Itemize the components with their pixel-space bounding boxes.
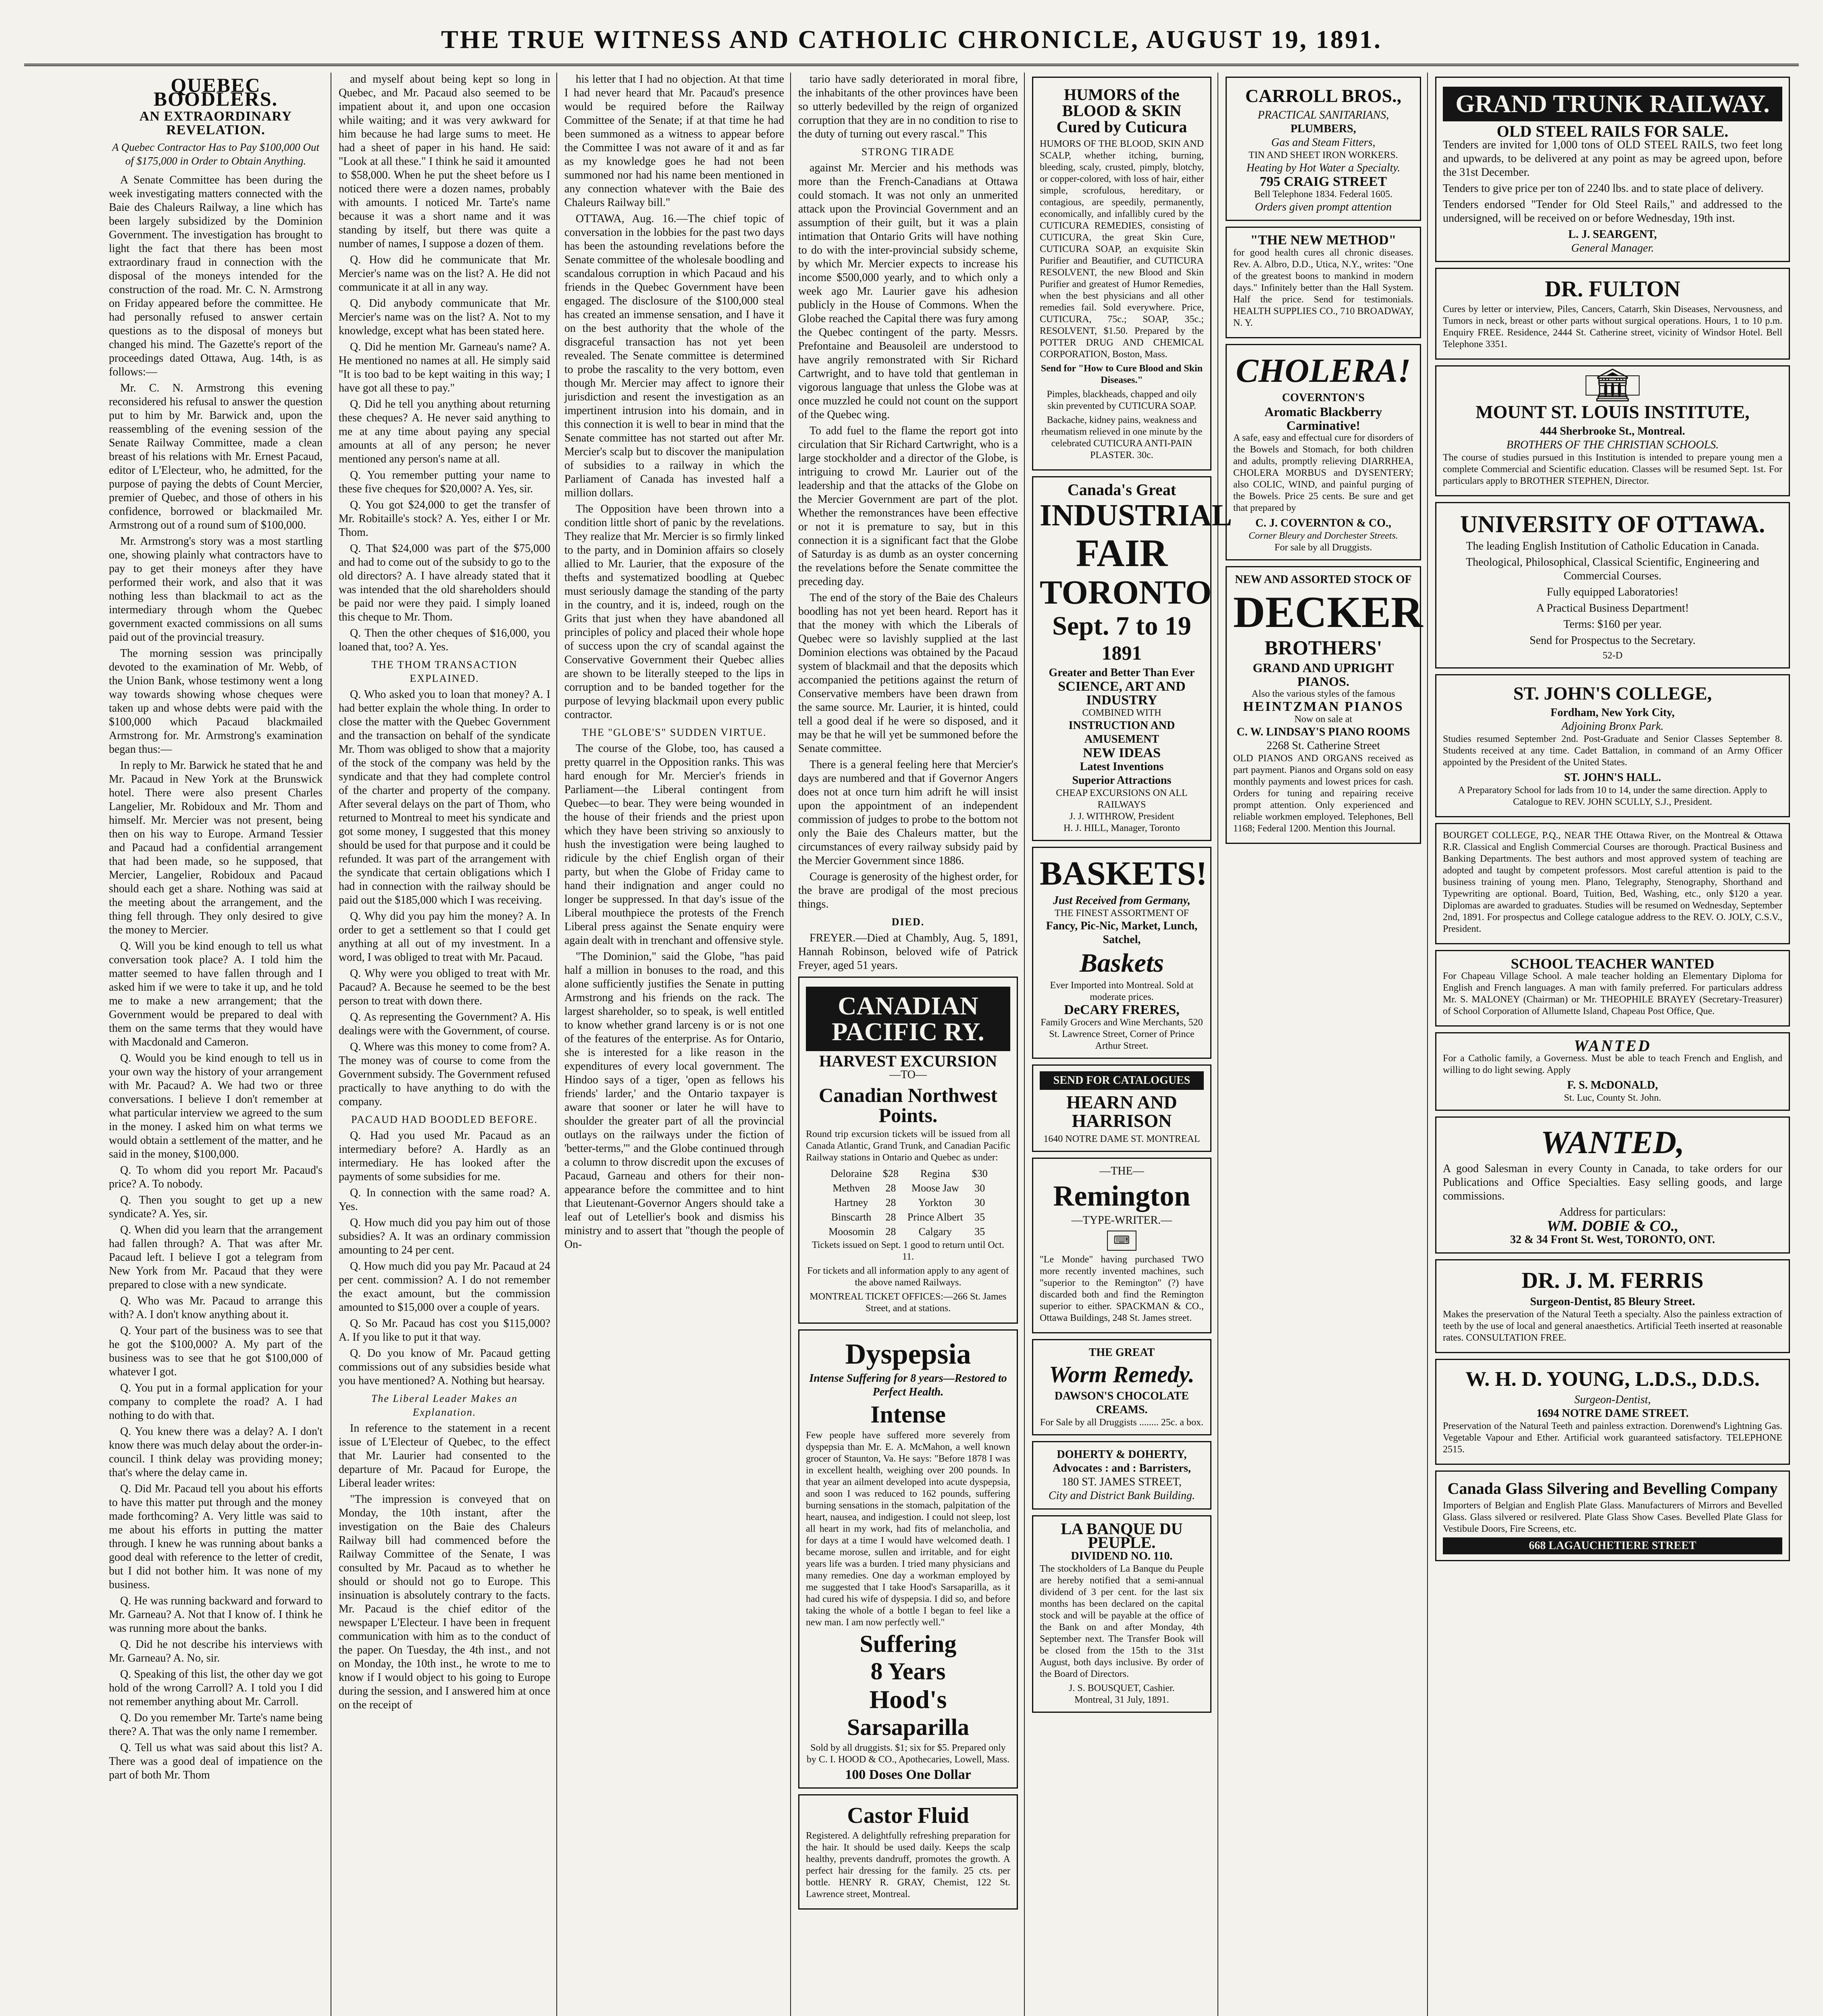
msl-title: MOUNT ST. LOUIS INSTITUTE, xyxy=(1475,402,1750,422)
fair-line: CHEAP EXCURSIONS ON ALL RAILWAYS xyxy=(1056,788,1188,810)
remington-sub: —TYPE-WRITER.— xyxy=(1071,1214,1172,1227)
sj-title: ST. JOHN'S COLLEGE, xyxy=(1513,683,1712,704)
governess-ad xyxy=(1435,1032,1790,1111)
st-johns-ad xyxy=(1435,674,1790,817)
dyspepsia-title: Dyspepsia xyxy=(845,1338,971,1370)
paragraph: Q. Speaking of this list, the other day we got hold of the wrong Carroll? A. I told you I did not remember anything about Mr. Carroll. xyxy=(109,1668,323,1708)
typewriter-icon: ⌨ xyxy=(1107,1231,1136,1251)
paragraph: OTTAWA, Aug. 16.—The chief topic of conversation in the lobbies for the past two days has been the astounding revelations before the Senate committee of the wholesale boodling and scandalous corruption in which Pacaud and his friends in the Quebec Government have been engaged. The disclosure of the $100,000 steal has created an immense sensation, and I have it on the best authority that the whole of the disgraceful transaction has not yet been revealed. The Senate committee is determined to probe the rascality to the very bottom, even though Mr. Mercier may affect to ignore their jurisdiction and resent the investigation as an impertinent intrusion into his domain, and in this connection it is well to bear in mind that the Senate committee has not started out after Mr. Mercier's scalp but to discover the manipulation of subsidies to a railway in which the Parliament of Canada has invested half a million dollars. xyxy=(564,212,784,499)
cpr-to: —TO— xyxy=(889,1068,927,1081)
paragraph: A Senate Committee has been during the week investigating matters connected with the Baie des Chaleurs Railway, a line which has been largely subsidized by the Dominion Government. The investigation has brought to light the fact that there has been most extraordinary fraud in connection with the disposal of the moneys intended for the construction of the road. Mr. C. N. Armstrong on Friday appeared before the committee. He had personally refused to answer certain questions as to the disposal of moneys but changed his mind. The Gazette's report of the proceedings dated Ottawa, Aug. 14th, is as follows:— xyxy=(109,174,323,378)
baskets-line: Ever Imported into Montreal. Sold at moderate prices. xyxy=(1050,980,1194,1002)
masthead: THE TRUE WITNESS AND CATHOLIC CHRONICLE, AUGUST 19, 1891. xyxy=(24,11,1799,66)
decker-ad xyxy=(1226,566,1421,844)
carroll-line: Heating by Hot Water a Specialty. xyxy=(1246,162,1401,174)
paragraph: Q. Your part of the business was to see that he got the $100,000? A. My part of the business was to see that he got $100,000 of whatever I got. xyxy=(109,1325,323,1378)
paragraph: Q. Will you be kind enough to tell us what conversation took place? A. I told him the matter seemed to have fallen through and I asked him if we were to take it up, and he told me to make a new arrangement; that the Government would be prepared to deal with them on the same terms that they would have with Macdonald and Cameron. xyxy=(109,940,323,1048)
mount-st-louis-ad xyxy=(1435,365,1790,496)
ferris-ad xyxy=(1435,1259,1790,1353)
doherty-line: 180 ST. JAMES STREET, xyxy=(1062,1476,1182,1488)
table-cell: Prince Albert xyxy=(907,1211,963,1223)
cpr-tail-2: For tickets and all information apply to any agent of the above named Railways. xyxy=(807,1266,1009,1288)
table-cell: Methven xyxy=(832,1182,870,1194)
paragraph: Q. How did he communicate that Mr. Mercier's name was on the list? A. He did not communicate it at all in any way. xyxy=(339,254,550,294)
gt-text: Tenders to give price per ton of 2240 lbs. and to state place of delivery. xyxy=(1443,182,1764,195)
table-cell: 35 xyxy=(974,1211,985,1223)
hh-line: SEND FOR CATALOGUES xyxy=(1040,1071,1204,1090)
paragraph: Q. Where was this money to come from? A. The money was of course to come from the Government subsidy. The Government refused practically to have anything to do with the company. xyxy=(339,1041,550,1108)
carroll-line: TIN AND SHEET IRON WORKERS. xyxy=(1249,150,1398,160)
doherty-line: DOHERTY & DOHERTY, xyxy=(1057,1448,1187,1461)
fair-line: NEW IDEAS xyxy=(1082,746,1161,760)
cuticura-text: HUMORS OF THE BLOOD, SKIN AND SCALP, whether itching, burning, bleeding, scaly, crusted, pimply, blotchy, or copper-colored, with loss of hair, either simple, scrofulous, hereditary, or contagious, are speedily, permanently, economically, and infallibly cured by the CUTICURA REMEDIES, consisting of CUTICURA, the great Skin Cure, CUTICURA SOAP, an exquisite Skin Purifier and Beautifier, and CUTICURA RESOLVENT, the new Blood and Skin Purifier and greatest of Humor Remedies, when the best physicians and all other remedies fail. Sold everywhere. Price, CUTICURA, 75c.; SOAP, 35c.; RESOLVENT, $1.50. Prepared by the POTTER DRUG AND CHEMICAL CORPORATION, Boston, Mass. xyxy=(1040,139,1204,360)
decker-line: Also the various styles of the famous xyxy=(1251,689,1395,699)
column-rule xyxy=(1427,73,1428,2016)
paragraph: against Mr. Mercier and his methods was more than the French-Canadians at Ottawa could stomach. It was not only an unmerited attack upon the Provincial Government and an assumption of their guilt, but it was a plain intimation that Ontario Grits will have nothing to do with the inter-provincial subsidy scheme, by which Mr. Mercier expects to increase his income $500,000 yearly, and to which only a week ago Mr. Laurier gave his adhesion publicly in the House of Commons. When the Globe reached the Capital there was fury among the Quebec contingent of the party. Messrs. Prefontaine and Beausoleil are understood to have angrily remonstrated with Sir Richard Cartwright, and to have told that gentleman in vigorous language that unless the Globe was at once muzzled he could not count on the support of the Quebec wing. xyxy=(798,162,1018,421)
column-5 xyxy=(1032,73,1232,2016)
paragraph: Mr. C. N. Armstrong this evening reconsidered his refusal to answer the question put to him by Mr. Barwick and, upon the reassembling of the evening session of the Senate Railway Committee, made a clean breast of his relations with Mr. Ernest Pacaud, editor of L'Electeur, who, he admitted, for the purpose of paying the debts of Count Mercier, premier of Quebec, and those of others in his confidence, borrowed or blackmailed Mr. Armstrong out of a round sum of $100,000. xyxy=(109,382,323,531)
paragraph: Q. In connection with the same road? A. Yes. xyxy=(339,1187,550,1213)
fair-line: SCIENCE, ART AND INDUSTRY xyxy=(1058,679,1186,708)
paragraph: The morning session was principally devoted to the examination of Mr. Webb, of the Union Bank, whose testimony went a long way towards showing whose cheques were taken up and whose debts were paid with the $100,000 which Pacaud blackmailed Armstrong for. Mr. Armstrong's examination began thus:— xyxy=(109,647,323,756)
paragraph: Q. Did anybody communicate that Mr. Mercier's name was on the list? A. Not to my knowledge, except what has been stated here. xyxy=(339,297,550,337)
table-cell: Calgary xyxy=(918,1226,952,1237)
decker-line: Now on sale at xyxy=(1294,714,1353,725)
paragraph: Q. When did you learn that the arrangement had fallen through? A. That was after Mr. Pacaud left. I believe I got a telegram from New York from Mr. Pacaud that they were prepared to close with a new syndicate. xyxy=(109,1224,323,1291)
uo-line: Send for Prospectus to the Secretary. xyxy=(1530,634,1696,647)
section-subhead: The Liberal Leader Makes an Explanation. xyxy=(371,1393,518,1418)
cuticura-bullet: Pimples, blackheads, chapped and oily skin prevented by CUTICURA SOAP. xyxy=(1047,389,1197,411)
teacher-ad xyxy=(1435,950,1790,1027)
cpr-destination: Canadian Northwest Points. xyxy=(818,1084,998,1127)
died-notice: FREYER.—Died at Chambly, Aug. 5, 1891, Hannah Robinson, beloved wife of Patrick Freyer, aged 51 years. xyxy=(798,932,1018,972)
method-text: for good health cures all chronic diseases. Rev. A. Albro, D.D., Utica, N.Y., writes: "One of the greatest boons to mankind in modern days." Infinitely better than the Hall System. Half the price. Send for testimonials. HEALTH SUPPLIES CO., 710 BROADWAY, N. Y. xyxy=(1233,248,1413,328)
carroll-address: 795 CRAIG STREET xyxy=(1259,174,1387,189)
teacher-text: For Chapeau Village School. A male teacher holding an Elementary Diploma for English and French languages. A man with family preferred. For particulars address Mr. S. MALONEY (Chairman) or Mr. THEOPHILE BRAYEY (Secretary-Treasurer) of School Corporation of Allumette Island, Chapeau Post Office, Que. xyxy=(1443,971,1782,1016)
paragraph: Courage is generosity of the highest order, for the brave are prodigal of the most precious things. xyxy=(798,871,1018,910)
remington-text: "Le Monde" having purchased TWO more recently invented machines, such "superior to the Remington" (?) have discarded both and find the Remington superior to either. SPACKMAN & CO., Ottawa Buildings, 248 St. James street. xyxy=(1040,1254,1204,1323)
decker-line: 2268 St. Catherine Street xyxy=(1266,739,1380,752)
ferris-title: DR. J. M. FERRIS xyxy=(1521,1268,1704,1293)
paragraph: Q. Why were you obliged to treat with Mr. Pacaud? A. Because he seemed to be the best person to treat with down there. xyxy=(339,967,550,1007)
sj-line: Fordham, New York City, xyxy=(1550,706,1675,719)
paragraph: "The Dominion," said the Globe, "has paid half a million in bonuses to the road, and this alone sufficiently justifies the Senate in putting Armstrong and his friends on the rack. The largest shareholder, so to speak, is well entitled to know whether grand larceny is or is not one of the features of the enterprise. As for Ontario, she is interested for a like reason in the expenditures of every local government. The Hindoo says of a tiger, 'open as fellows his friends' larder,' and the Ontario taxpayer is aware that sooner or later he will have to shoulder the greater part of all the provincial outlays on the railways under the fiction of 'better-terms,'" and the Globe continued through a column to throw discredit upon the excuses of Pacaud, Garneau and others for their non-appearance before the committee and to hint that Lieutenant-Governor Angers should take a leaf out of Letellier's book and dismiss his ministry and to assert that "though the people of On- xyxy=(564,950,784,1251)
sj-text: Studies resumed September 2nd. Post-Graduate and Senior Classes September 8. Students received at any time. Cadet Battalion, in command of an Army Officer appointed by the President of the United States. xyxy=(1443,734,1782,768)
table-row xyxy=(824,1196,992,1210)
baskets-address: Family Grocers and Wine Merchants, 520 St. Lawrence Street, Corner of Prince Arthur Street. xyxy=(1041,1017,1203,1051)
paragraph: Q. Did he tell you anything about returning these cheques? A. He never said anything to me at any time about paying any special amounts at all of any person; he never mentioned any person's name at all. xyxy=(339,398,550,465)
paragraph: Q. He was running backward and forward to Mr. Garneau? A. Not that I know of. I think he was running more about the banks. xyxy=(109,1595,323,1635)
baskets-line: Just Received from Germany, xyxy=(1053,894,1191,907)
cpr-text: Round trip excursion tickets will be issued from all Canada Atlantic, Grand Trunk, and Canadian Pacific Railway stations in Ontario and Quebec as under: xyxy=(806,1129,1010,1163)
table-cell: Hartney xyxy=(834,1197,868,1208)
decker-line: HEINTZMAN PIANOS xyxy=(1243,699,1404,714)
paragraph: There is a general feeling here that Mercier's days are numbered and that if Governor Angers does not at once turn him adrift he will insist upon the appointment of an independent commission of judges to probe to the bottom not only the Baie des Chaleurs matter, but the circumstances of every railway subsidy paid by the Mercier Government since 1886. xyxy=(798,758,1018,867)
hoods-ad xyxy=(798,1329,1018,1789)
wanted2-address: 32 & 34 Front St. West, TORONTO, ONT. xyxy=(1510,1233,1715,1246)
section-subhead: STRONG TIRADE xyxy=(861,146,955,158)
castor-title: Castor Fluid xyxy=(847,1803,969,1828)
fulton-text: Cures by letter or interview, Piles, Cancers, Catarrh, Skin Diseases, Nervousness, and Tumors in neck, breast or other parts without surgical operations. Hours, 1 to 10 p.m. Enquiry FREE. Residence, 2444 St. Catherine street, vicinity of Windsor Hotel. Bell Telephone 3351. xyxy=(1443,304,1782,350)
uo-code: 52-D xyxy=(1602,650,1623,661)
carroll-ad xyxy=(1226,77,1421,221)
fulton-ad xyxy=(1435,268,1790,360)
doherty-ad xyxy=(1032,1441,1211,1510)
paragraph: Q. Then you sought to get up a new syndicate? A. Yes, sir. xyxy=(109,1194,323,1220)
carroll-line: Orders given prompt attention xyxy=(1255,201,1392,213)
dyspepsia-deck: Intense Suffering for 8 years—Restored to Perfect Health. xyxy=(809,1372,1007,1398)
wanted2-company: WM. DOBIE & CO., xyxy=(1546,1218,1679,1235)
wanted-name: F. S. McDONALD, xyxy=(1567,1079,1658,1091)
gt-signatory-title: General Manager. xyxy=(1571,242,1654,254)
uo-line: A Practical Business Department! xyxy=(1536,602,1689,614)
cholera-line: Corner Bleury and Dorchester Streets. xyxy=(1249,531,1398,541)
article-headline: QUEBEC BOODLERS. xyxy=(153,74,278,110)
glass-text: Importers of Belgian and English Plate Glass. Manufacturers of Mirrors and Bevelled Glass. Glass silvered or resilvered. Plate Glass Show Cases. Bevelled Plate Glass for Vestibule Doors, Fire Screens, etc. xyxy=(1443,1500,1782,1534)
paragraph: Q. Then the other cheques of $16,000, you loaned that, too? A. Yes. xyxy=(339,627,550,653)
ferris-text: Makes the preservation of the Natural Teeth a specialty. Also the painless extraction of teeth by the use of local and general anaesthetics. Artificial Teeth inserted at reasonable rates. CONSULTATION FREE. xyxy=(1443,1309,1782,1343)
section-subhead: THE THOM TRANSACTION EXPLAINED. xyxy=(371,659,518,684)
paragraph: and myself about being kept so long in Quebec, and Mr. Pacaud also seemed to be impatient about it, and upon one occasion while waiting; and it was very awkward for him because he had large sums to meet. He had a sheet of paper in his hand. He said: "Look at all these." I think he said it amounted to $58,000. When he put the sheet before us I noticed there were a dozen names, probably with amounts. I noticed Mr. Tarte's name because it was a short name and it was standing by itself, but there was quite a number of names, I suppose a dozen of them. xyxy=(339,73,550,250)
article-subhead: AN EXTRAORDINARY REVELATION. xyxy=(139,109,292,137)
table-cell: 28 xyxy=(885,1182,896,1194)
carroll-title: CARROLL BROS., xyxy=(1245,85,1402,106)
decker-line: GRAND AND UPRIGHT PIANOS. xyxy=(1253,660,1394,689)
hearn-harrison-ad xyxy=(1032,1064,1211,1152)
table-cell: 28 xyxy=(885,1197,896,1208)
paragraph: Q. Did Mr. Pacaud tell you about his efforts to have this matter put through and the money made forthcoming? A. Very little was said to me about his efforts in putting the matter through. I knew he was running about banks a good deal with reference to the letter of credit, but I did not bother him. It was none of my business. xyxy=(109,1483,323,1591)
carroll-phones: Bell Telephone 1834. Federal 1605. xyxy=(1254,189,1393,200)
column-3 xyxy=(564,73,784,2016)
paragraph: The Opposition have been thrown into a condition little short of panic by the revelations. They realize that Mr. Mercier is so firmly linked to the party, and in Dominion affairs so closely allied to Mr. Laurier, that the exposure of the thefts and systematized boodling at Quebec must seriously damage the standing of the party in the country, and it is, indeed, rough on the Grits that just when they have abandoned all principles of policy and placed their whole hope of success upon the cry of scandal against the Conservative Government their Quebec allies are shown to be literally steeped to the lips in corruption and to be banded together for the purpose of levying blackmail upon every public contractor. xyxy=(564,503,784,721)
column-rule xyxy=(1217,73,1218,2016)
young-line: Surgeon-Dentist, xyxy=(1574,1393,1651,1406)
column-1 xyxy=(109,73,323,2016)
banque-title: LA BANQUE DU PEUPLE. xyxy=(1061,1520,1183,1552)
glass-ad xyxy=(1435,1470,1790,1561)
table-cell: $28 xyxy=(882,1168,899,1179)
cpr-office: MONTREAL TICKET OFFICES:—266 St. James Street, and at stations. xyxy=(810,1291,1007,1314)
column-rule xyxy=(556,73,557,2016)
gt-subtitle: OLD STEEL RAILS FOR SALE. xyxy=(1496,122,1729,140)
uo-line: Theological, Philosophical, Classical Scientific, Engineering and Commercial Courses. xyxy=(1466,556,1759,582)
hoods-sold: Sold by all druggists. $1; six for $5. Prepared only by C. I. HOOD & CO., Apothecaries, Lowell, Mass. xyxy=(806,1743,1010,1765)
decker-line: C. W. LINDSAY'S PIANO ROOMS xyxy=(1236,726,1410,738)
fair-line: Latest Inventions xyxy=(1080,760,1164,773)
cpr-ad xyxy=(798,977,1018,1324)
column-rule xyxy=(790,73,791,2016)
cpr-tail: Tickets issued on Sept. 1 good to return until Oct. 11. xyxy=(812,1240,1005,1262)
cuticura-title: HUMORS of the BLOOD & SKIN Cured by Cuticura xyxy=(1056,85,1187,136)
hh-address: 1640 NOTRE DAME ST. MONTREAL xyxy=(1043,1134,1200,1144)
wanted-address: St. Luc, County St. John. xyxy=(1564,1093,1661,1103)
wanted-title: WANTED xyxy=(1573,1037,1652,1055)
decker-line: BROTHERS' xyxy=(1264,636,1382,659)
wanted-text: For a Catholic family, a Governess. Must be able to teach French and English, and willing to do light sewing. Apply xyxy=(1443,1053,1782,1075)
baskets-big: Baskets xyxy=(1079,948,1164,978)
paragraph: Q. Do you remember Mr. Tarte's name being there? A. That was the only name I remember. xyxy=(109,1712,323,1738)
doherty-line: City and District Bank Building. xyxy=(1048,1489,1195,1502)
fulton-title: DR. FULTON xyxy=(1544,277,1681,302)
young-address: 1694 NOTRE DAME STREET. xyxy=(1536,1407,1689,1420)
paragraph: Q. You got $24,000 to get the transfer of Mr. Robitaille's stock? A. Yes, either I or Mr. Thom. xyxy=(339,499,550,539)
paragraph: Q. Who asked you to loan that money? A. I had better explain the whole thing. In order to close the matter with the Quebec Government and the transaction on behalf of the syndicate Mr. Thom was obliged to show that a majority of the stock of the company was held by the syndicate and that they had complete control of the charter and property of the company. After several delays on the part of Thom, who returned to Montreal to meet his syndicate and got some money, I suggested that this money should be used for that purpose and it could be refunded. It was part of the arrangement with the syndicate that certain obligations which I had in connection with the railway should be paid out the $185,000 which I was receiving. xyxy=(339,688,550,906)
building-icon: 🏛 xyxy=(1586,375,1640,396)
wanted2-text: A good Salesman in every County in Canada, to take orders for our Publications and Office Specialties. Easy selling goods, and large commissions. xyxy=(1443,1162,1782,1202)
ottawa-ad xyxy=(1435,502,1790,669)
fair-word-toronto: TORONTO xyxy=(1040,574,1212,611)
hoods-name: Hood's xyxy=(869,1685,947,1714)
section-subhead: THE "GLOBE'S" SUDDEN VIRTUE. xyxy=(582,727,767,738)
gt-text: Tenders endorsed "Tender for Old Steel Rails," and addressed to the undersigned, will be received on or before Wednesday, 19th inst. xyxy=(1443,198,1782,225)
fair-line: Greater and Better Than Ever xyxy=(1049,666,1195,679)
msl-address: 444 Sherbrooke St., Montreal. xyxy=(1540,425,1685,437)
worm-title: Worm Remedy. xyxy=(1049,1361,1195,1387)
baskets-title: BASKETS! xyxy=(1040,855,1207,892)
cholera-line: Aromatic Blackberry Carminative! xyxy=(1264,404,1382,433)
article-deck: A Quebec Contractor Has to Pay $100,000 Out of $175,000 in Order to Obtain Anything. xyxy=(112,141,319,167)
bourget-text: BOURGET COLLEGE, P.Q., NEAR THE Ottawa River, on the Montreal & Ottawa R.R. Classical and English Commercial Courses are thorough. Practical Business and Banking Departments. The best authors and most approved system of teaching are adopted and taught by competent professors. Most careful attention is paid to the business training of young men. Plano, Telegraphy, Stenography, Shorthand and Typewriting are optional. Board, Tuition, Bed, Washing, etc., only $120 a year. Diplomas are awarded to graduates. Studies will be resumed on Wednesday, September 2nd, 1891. For prospectus and College catalogue address to the REV. O. JOLY, C.S.V., President. xyxy=(1443,830,1782,934)
column-7 xyxy=(1435,73,1790,2016)
fair-word-fair: FAIR xyxy=(1076,531,1168,575)
paragraph: Mr. Armstrong's story was a most startling one, showing plainly what contractors have to pay to get their moneys after they have performed their work, and also that it was nothing less than blackmail to act as the intermediary through whom the Quebec government exacted commissions on all sums paid out of the provincial treasury. xyxy=(109,535,323,644)
baskets-ad xyxy=(1032,847,1211,1059)
paragraph: Q. So Mr. Pacaud has cost you $115,000? A. If you like to put it that way. xyxy=(339,1317,550,1343)
wanted2-line: Address for particulars: xyxy=(1559,1206,1666,1218)
table-cell: 30 xyxy=(974,1197,985,1208)
cholera-ad xyxy=(1226,344,1421,560)
baskets-kinds: Fancy, Pic-Nic, Market, Lunch, Satchel, xyxy=(1046,920,1198,946)
banque-dividend: DIVIDEND NO. 110. xyxy=(1071,1550,1173,1562)
table-row xyxy=(824,1167,992,1181)
paragraph: Q. Did he not describe his interviews with Mr. Garneau? A. No, sir. xyxy=(109,1638,323,1664)
column-rule xyxy=(1024,73,1025,2016)
table-cell: 30 xyxy=(974,1182,985,1194)
paragraph: Q. You put in a formal application for your company to complete the road? A. I had nothing to do with that. xyxy=(109,1382,323,1422)
banque-text: The stockholders of La Banque du Peuple are hereby notified that a semi-annual dividend of 3 per cent. for the last six months has been declared on the capital stock and will be payable at the office of the Bank on and after Monday, 4th September next. The Transfer Book will be closed from the 15th to the 31st August, both days inclusive. By order of the Board of Directors. xyxy=(1040,1564,1204,1679)
table-cell: Regina xyxy=(920,1168,950,1179)
hh-name: HEARN AND HARRISON xyxy=(1066,1092,1177,1131)
paragraph: Q. That $24,000 was part of the $75,000 and had to come out of the subsidy to go to the old directors? A. I have already stated that it was intended that the old shareholders should be paid nor were they paid. I simply loaned this cheque to Mr. Thom. xyxy=(339,542,550,623)
uo-title: UNIVERSITY OF OTTAWA. xyxy=(1460,511,1765,537)
paragraph: Q. Had you used Mr. Pacaud as an intermediary before? A. Hardly as an intermediary. He has looked after the payments of some subsidies for me. xyxy=(339,1129,550,1183)
banque-ad xyxy=(1032,1515,1211,1713)
fair-dates: Sept. 7 to 19 xyxy=(1052,611,1191,641)
cuticura-tail: Send for "How to Cure Blood and Skin Diseases." xyxy=(1041,363,1203,385)
table-cell: Moosomin xyxy=(828,1226,874,1237)
worm-line: For Sale by all Druggists ........ 25c. a box. xyxy=(1040,1417,1204,1428)
paragraph: Q. You knew there was a delay? A. I don't know there was much delay about the order-in-council. I think delay was providing money; that's where the delay came in. xyxy=(109,1425,323,1479)
baskets-merchant: DeCARY FRERES, xyxy=(1064,1002,1180,1017)
carroll-line: PRACTICAL SANITARIANS, xyxy=(1257,109,1389,121)
paragraph: "The impression is conveyed that on Monday, the 10th instant, after the investigation on the Baie des Chaleurs Railway bill had commenced before the Railway Committee of the Senate, I was consulted by Mr. Pacaud as to whether he should or should not go to Europe. This insinuation is absolutely contrary to the facts. Mr. Pacaud is the chief editor of the newspaper L'Electeur. I have been in frequent communication with him as to the conduct of the paper. On Tuesday, the 4th inst., and not on Monday, the 10th inst., he wrote to me to know if I would object to his going to Europe during the session, and I answered him at once on the receipt of xyxy=(339,1493,550,1711)
msl-text: The course of studies pursued in this Institution is intended to prepare young men a complete Commercial and Scientific education. Classes will be resumed Sept. 1st. For particulars apply to BROTHER STEPHEN, Director. xyxy=(1443,452,1782,486)
paragraph: Q. To whom did you report Mr. Pacaud's price? A. To nobody. xyxy=(109,1164,323,1190)
paragraph: Q. Would you be kind enough to tell us in your own way the history of your arrangement with Mr. Pacaud? A. We had two or three conversations. I believe I don't remember at what particular interview we agreed to the sum in the money. I asked him on what terms we would obtain a settlement of the matter, and he said in the money, $100,000. xyxy=(109,1052,323,1160)
fair-year: 1891 xyxy=(1101,641,1142,664)
bourget-ad xyxy=(1435,823,1790,944)
paragraph: The course of the Globe, too, has caused a pretty quarrel in the Opposition ranks. This was hard enough for Mr. Mercier's friends in Parliament—the Liberal contingent from Quebec—to bear. They were being wounded in the house of their friends and the priest upon which they have been striving so anxiously to hush the investigation were being laughed to ridicule by the chief English organ of their party, but when the Globe of Friday came to hand their indignation and anger could no longer be suppressed. In that day's issue of the Liberal mouthpiece the protests of the French Liberal press against the Senate enquiry were again dealt with in trenchant and offensive style. xyxy=(564,742,784,947)
died-heading: DIED. xyxy=(891,916,925,928)
paragraph: Q. How much did you pay Mr. Pacaud at 24 per cent. commission? A. I do not remember the exact amount, but the commission amounted to $15,000 over a couple of years. xyxy=(339,1260,550,1314)
cuticura-bullet: Backache, kidney pains, weakness and rheumatism relieved in one minute by the celebrated CUTICURA ANTI-PAIN PLASTER. 30c. xyxy=(1041,415,1203,460)
decker-title: DECKER xyxy=(1233,587,1423,637)
ferris-line: Surgeon-Dentist, 85 Bleury Street. xyxy=(1530,1295,1695,1308)
carroll-line: Gas and Steam Fitters, xyxy=(1271,136,1376,149)
cholera-title: CHOLERA! xyxy=(1236,352,1411,389)
worm-line: DAWSON'S CHOCOLATE CREAMS. xyxy=(1054,1390,1189,1416)
ad-word-years: 8 Years xyxy=(870,1658,946,1685)
paragraph: The end of the story of the Baie des Chaleurs boodling has not yet been heard. Report has it that the money with which the Liberals of Quebec were so lavishly supplied at the last Dominion elections was obtained by the Pacaud system of blackmail and that the deposits which accompanied the petitions against the return of Conservative members have been drawn from the same source. Mr. Laurier, it is hinted, could tell a good deal if he were so disposed, and it may be that he will yet be summoned before the Senate committee. xyxy=(798,591,1018,755)
cholera-line: C. J. COVERNTON & CO., xyxy=(1255,517,1392,529)
column-4 xyxy=(798,73,1018,2016)
cpr-logo: CANADIAN PACIFIC RY. xyxy=(806,987,1010,1051)
worm-ad xyxy=(1032,1339,1211,1435)
table-cell: $30 xyxy=(972,1168,988,1179)
fair-word-industrial: INDUSTRIAL xyxy=(1040,498,1232,532)
cholera-line: COVERNTON'S xyxy=(1282,392,1365,404)
section-subhead: PACAUD HAD BOODLED BEFORE. xyxy=(351,1114,538,1125)
remington-title: Remington xyxy=(1053,1180,1190,1212)
fair-president: J. J. WITHROW, President xyxy=(1069,811,1174,822)
castor-ad xyxy=(798,1794,1018,1910)
fair-line: INSTRUCTION AND AMUSEMENT xyxy=(1068,719,1175,746)
cholera-line: For sale by all Druggists. xyxy=(1274,542,1372,553)
column-6 xyxy=(1226,73,1421,2016)
salesman-ad xyxy=(1435,1116,1790,1254)
new-method-ad xyxy=(1226,227,1421,338)
paragraph: Q. Why did you pay him the money? A. In order to get a settlement so that I could get anything at all out of my investment. In a word, I was obliged to treat with Mr. Pacaud. xyxy=(339,910,550,964)
grand-trunk-ad xyxy=(1435,77,1790,262)
fair-line: Superior Attractions xyxy=(1072,774,1172,787)
ad-word-suffering: Suffering xyxy=(859,1631,957,1657)
banque-date: Montreal, 31 July, 1891. xyxy=(1074,1695,1169,1705)
young-ad xyxy=(1435,1359,1790,1465)
sj-hall-text: A Preparatory School for lads from 10 to 14, under the same direction. Apply to Catalogue to REV. JOHN SCULLY, S.J., President. xyxy=(1458,785,1767,807)
hoods-doses: 100 Doses One Dollar xyxy=(845,1767,971,1782)
table-row xyxy=(824,1210,992,1224)
baskets-line: THE FINEST ASSORTMENT OF xyxy=(1054,908,1189,918)
paragraph: tario have sadly deteriorated in moral fibre, the inhabitants of the other provinces have been so utterly bedevilled by the reign of organized corruption that they are in no condition to rise to the duty of turning out every rascal." This xyxy=(798,73,1018,140)
glass-title: Canada Glass Silvering and Bevelling Company xyxy=(1447,1479,1778,1497)
uo-line: Terms: $160 per year. xyxy=(1563,618,1662,631)
fair-manager: H. J. HILL, Manager, Toronto xyxy=(1063,823,1180,833)
remington-pre: —THE— xyxy=(1099,1165,1144,1177)
paragraph: Q. Tell us what was said about this list? A. There was a good deal of impatience on the part of both Mr. Thom xyxy=(109,1741,323,1781)
glass-address: 668 LAGAUCHETIERE STREET xyxy=(1443,1537,1782,1554)
table-cell: Binscarth xyxy=(831,1211,872,1223)
uo-line: The leading English Institution of Catholic Education in Canada. xyxy=(1466,540,1759,552)
table-row xyxy=(824,1181,992,1195)
table-cell: 28 xyxy=(885,1226,896,1237)
paragraph: Q. How much did you pay him out of those subsidies? A. It was an ordinary commission amounting to 24 per cent. xyxy=(339,1216,550,1256)
table-cell: Deloraine xyxy=(830,1168,872,1179)
paragraph: Q. Did he mention Mr. Garneau's name? A. He mentioned no names at all. He simply said "It is too bad to be kept waiting in this way; I have got all these to pay." xyxy=(339,341,550,394)
wanted2-title: WANTED, xyxy=(1540,1125,1685,1160)
msl-line: BROTHERS OF THE CHRISTIAN SCHOOLS. xyxy=(1506,439,1719,451)
cholera-text: A safe, easy and effectual cure for disorders of the Bowels and Stomach, for both children and adults, promptly relieving DIARRHEA, CHOLERA MORBUS and DYSENTERY; also COLIC, WIND, and painful purging of the Bowels. Price 25 cents. Be sure and get that prepared by xyxy=(1233,433,1413,513)
hoods-name-2: Sarsaparilla xyxy=(847,1714,969,1740)
castor-text: Registered. A delightfully refreshing preparation for the hair. It should be used daily. Keeps the scalp healthy, prevents dandruff, promotes the growth. A perfect hair dressing for the family. 25 cts. per bottle. HENRY R. GRAY, Chemist, 122 St. Lawrence street, Montreal. xyxy=(806,1831,1010,1899)
doherty-line: Advocates : and : Barristers, xyxy=(1053,1462,1191,1475)
paragraph: Q. As representing the Government? A. His dealings were with the Government, of course. xyxy=(339,1011,550,1037)
table-cell: 28 xyxy=(885,1211,896,1223)
fares-table xyxy=(824,1166,993,1239)
paragraph: In reference to the statement in a recent issue of L'Electeur of Quebec, to the effect that Mr. Laurier had consented to the departure of Mr. Pacaud for Europe, the Liberal leader writes: xyxy=(339,1422,550,1489)
paragraph: Q. You remember putting your name to these five cheques for $20,000? A. Yes, sir. xyxy=(339,469,550,495)
table-row xyxy=(824,1225,992,1239)
ad-word-intense: Intense xyxy=(870,1401,946,1428)
carroll-line: PLUMBERS, xyxy=(1290,123,1356,135)
column-2 xyxy=(339,73,550,2016)
paragraph: Q. Who was Mr. Pacaud to arrange this with? A. I don't know anything about it. xyxy=(109,1295,323,1321)
paragraph: Q. Do you know of Mr. Pacaud getting commissions out of any subsidies beside what you have mentioned? A. Nothing but hearsay. xyxy=(339,1347,550,1387)
gt-text: Tenders are invited for 1,000 tons of OLD STEEL RAILS, two feet long and upwards, to be delivered at any point as may be agreed upon, before the 31st December. xyxy=(1443,139,1782,179)
gt-title: GRAND TRUNK RAILWAY. xyxy=(1443,87,1782,121)
sj-hall: ST. JOHN'S HALL. xyxy=(1564,771,1661,784)
decker-line: NEW AND ASSORTED STOCK OF xyxy=(1235,573,1412,586)
banque-cashier: J. S. BOUSQUET, Cashier. xyxy=(1069,1683,1175,1693)
paragraph: his letter that I had no objection. At that time I had never heard that Mr. Pacaud's presence would be required before the Railway Committee of the Senate; if at that time he had been summoned as a witness to appear before the Committee I was not aware of it and as far as my knowledge goes he had not been summoned nor had his name been mentioned in any connection whatever with the Baie des Chaleurs Railway bill." xyxy=(564,73,784,209)
table-cell: Moose Jaw xyxy=(911,1182,959,1194)
uo-line: Fully equipped Laboratories! xyxy=(1546,586,1679,598)
table-cell: Yorkton xyxy=(918,1197,952,1208)
paragraph: In reply to Mr. Barwick he stated that he and Mr. Pacaud in New York at the Brunswick hotel. There were also present Charles Langelier, Mr. Robidoux and Mr. Thom and himself. Mr. Mercier was not present, being then on his way to Europe. Armand Tessier and Pacaud had a confidential arrangement that had been made, so he supposed, that Mercier, Langelier, Robidoux and Pacaud should each get a share. Nothing was said at the meeting about the arrangement, and the thing fell through. They only desired to give the money to Mercier. xyxy=(109,759,323,936)
teacher-title: SCHOOL TEACHER WANTED xyxy=(1511,956,1715,972)
young-title: W. H. D. YOUNG, L.D.S., D.D.S. xyxy=(1465,1368,1760,1391)
worm-line: THE GREAT xyxy=(1088,1346,1155,1359)
decker-text: OLD PIANOS AND ORGANS received as part payment. Pianos and Organs sold on easy monthly payments and lowest prices for cash. Orders for tuning and repairing receive prompt attention. Only experienced and reliable workmen employed. Telephones, Bell 1168; Federal 1200. Mention this Journal. xyxy=(1233,753,1413,834)
remington-ad xyxy=(1032,1158,1211,1333)
fair-line: COMBINED WITH xyxy=(1082,708,1161,718)
method-title: "THE NEW METHOD" xyxy=(1250,233,1396,248)
fair-ad xyxy=(1032,476,1232,841)
dyspepsia-text: Few people have suffered more severely from dyspepsia than Mr. E. A. McMahon, a well known grocer of Staunton, Va. He says: "Before 1878 I was in excellent health, weighing over 200 pounds. In that year an ailment developed into acute dyspepsia, and soon I was reduced to 162 pounds, suffering burning sensations in the stomach, palpitation of the heart, nausea, and indigestion. I could not sleep, lost all heart in my work, had fits of melancholia, and for days at a time I would have welcomed death. I became morose, sullen and irritable, and for eight years life was a burden. I tried many physicians and many remedies. One day a workman employed by me suggested that I take Hood's Sarsaparilla, as it had cured his wife of dyspepsia. I did so, and before taking the whole of a bottle I began to feel like a new man. I am now perfectly well." xyxy=(806,1430,1010,1628)
sj-line: Adjoining Bronx Park. xyxy=(1561,720,1664,733)
young-text: Preservation of the Natural Teeth and painless extraction. Dorenwend's Lightning Gas. Vegetable Vapour and Ether. Artificial work guaranteed satisfactory. TELEPHONE 2515. xyxy=(1443,1421,1782,1455)
table-cell: 35 xyxy=(974,1226,985,1237)
cuticura-ad xyxy=(1032,77,1211,471)
cpr-heading: HARVEST EXCURSION xyxy=(819,1052,997,1070)
paragraph: To add fuel to the flame the report got into circulation that Sir Richard Cartwright, who is a large stockholder and a director of the Globe, is intriguing to crowd Mr. Laurier out of the leadership and that the attacks of the Globe on the Mercier Government are part of the plot. Whether the remonstrances have been effective or not it is premature to say, but in this connection it is a significant fact that the Globe of Saturday is as dumb as an oyster concerning the revelations before the Senate committee the preceding day. xyxy=(798,425,1018,588)
gt-signatory: L. J. SEARGENT, xyxy=(1568,228,1657,241)
fair-pre: Canada's Great xyxy=(1067,481,1176,499)
